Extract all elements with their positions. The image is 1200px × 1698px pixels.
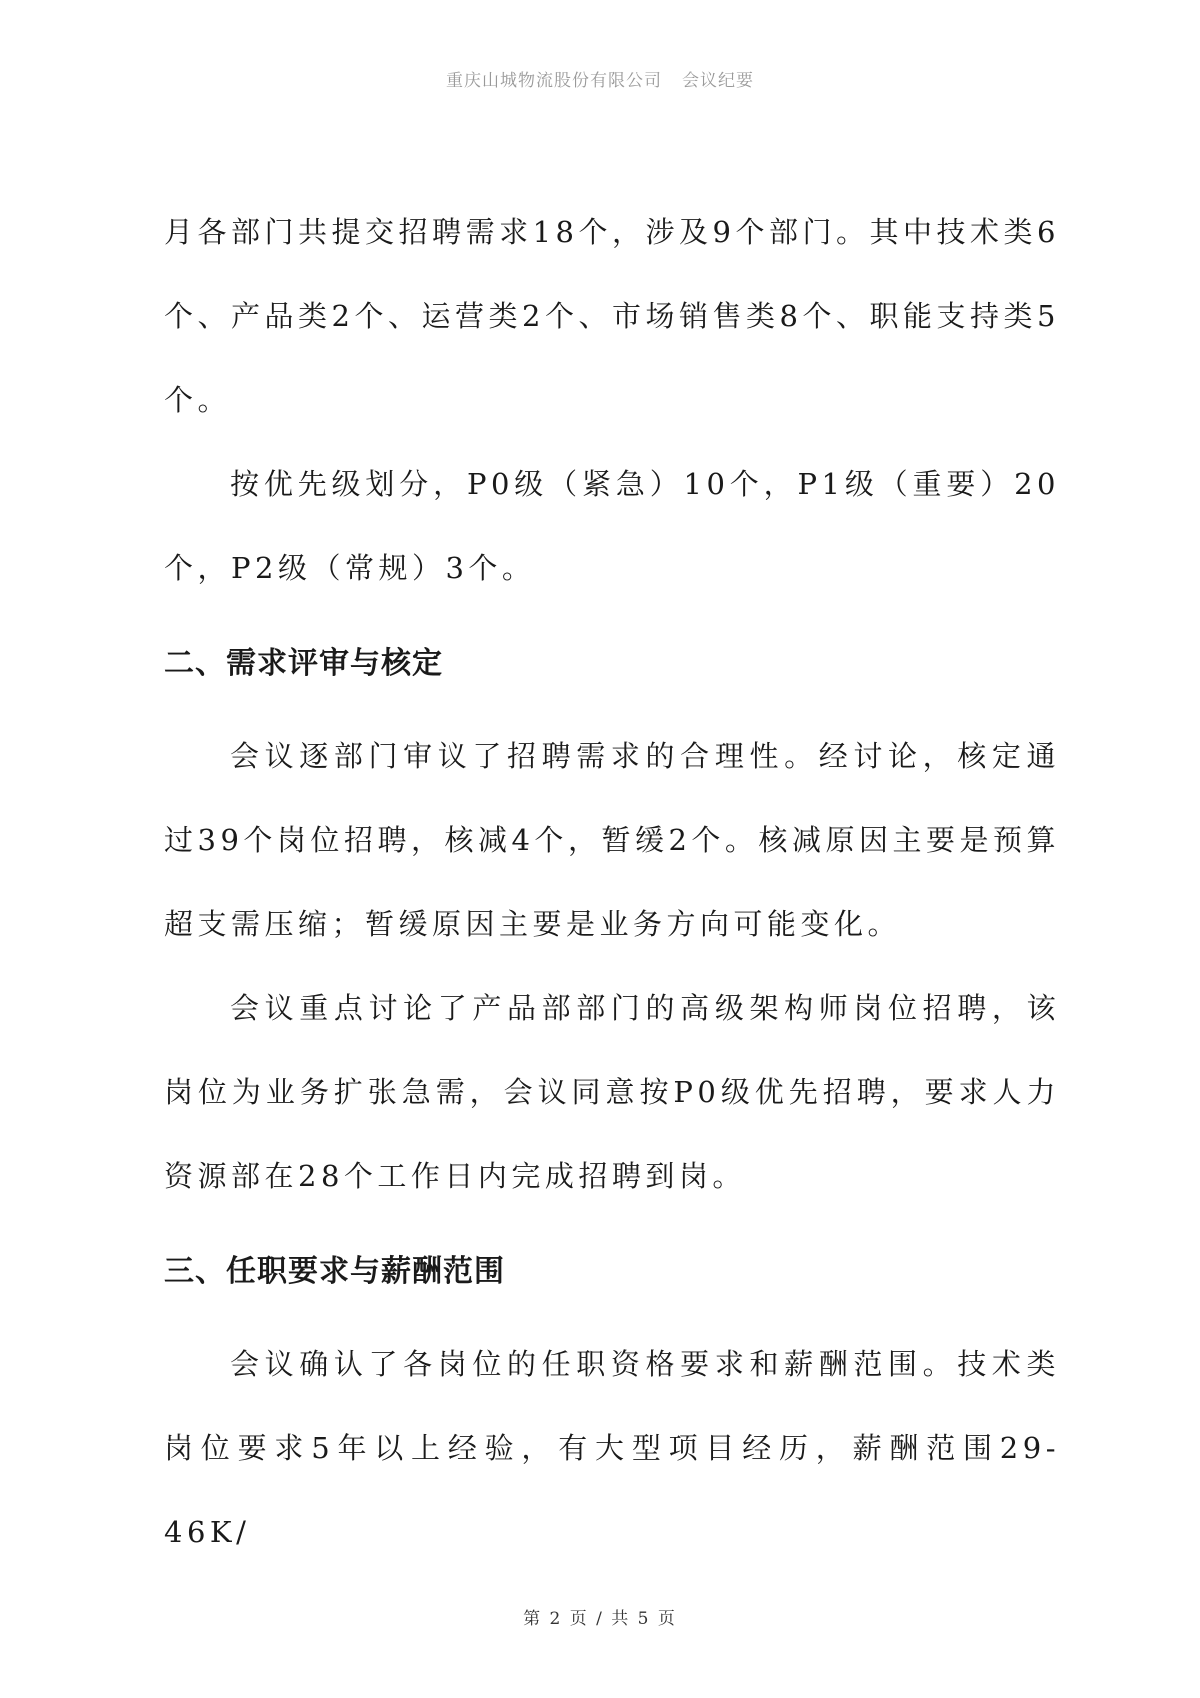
header-company: 重庆山城物流股份有限公司	[446, 71, 662, 91]
paragraph-department-requests: 月各部门共提交招聘需求18个，涉及9个部门。其中技术类6个、产品类2个、运营类2个、市场销售类8个、职能支持类5个。	[164, 215, 1060, 417]
section-heading-review: 二、需求评审与核定	[164, 646, 443, 681]
page-number: 第 2 页 / 共 5 页	[523, 1609, 677, 1629]
section-heading-requirements: 三、任职要求与薪酬范围	[164, 1254, 505, 1289]
page-header	[0, 66, 1200, 91]
paragraph-priority-breakdown: 按优先级划分，P0级（紧急）10个，P1级（重要）20个，P2级（常规）3个。	[164, 467, 1060, 585]
paragraph-architect-position: 会议重点讨论了产品部部门的高级架构师岗位招聘，该岗位为业务扩张急需，会议同意按P0级优先招聘，要求人力资源部在28个工作日内完成招聘到岗。	[164, 991, 1060, 1193]
paragraph-requirements-salary: 会议确认了各岗位的任职资格要求和薪酬范围。技术类岗位要求5年以上经验，有大型项目经历，薪酬范围29-46K/	[164, 1347, 1060, 1549]
document-body	[164, 190, 1060, 1574]
paragraph-review-result: 会议逐部门审议了招聘需求的合理性。经讨论，核定通过39个岗位招聘，核减4个，暂缓2个。核减原因主要是预算超支需压缩；暂缓原因主要是业务方向可能变化。	[164, 739, 1060, 941]
header-doc-type: 会议纪要	[682, 71, 754, 91]
